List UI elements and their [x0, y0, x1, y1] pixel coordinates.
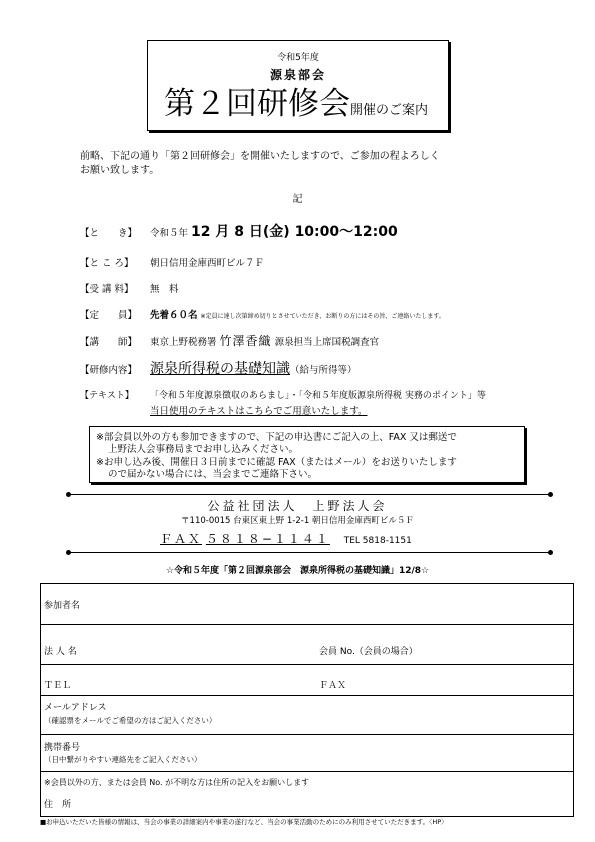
email-label: メールアドレス [44, 703, 107, 713]
detail-fee [80, 281, 179, 295]
page-title [164, 85, 428, 130]
address-label: 住 所 [44, 800, 72, 810]
content-label: 【研修内容】 [80, 365, 138, 376]
capacity-label: 【定 員】 [80, 310, 138, 321]
member-no-label: 会員 No.（会員の場合） [319, 647, 418, 657]
participant-label: 参加者名 [44, 601, 81, 611]
application-form [40, 583, 574, 817]
text-label: 【テキスト】 [80, 391, 134, 401]
lecturer-name: 竹澤香織 [219, 334, 272, 348]
detail-content [80, 358, 357, 378]
text-value: 「令和５年度源泉徴収のあらまし」・「令和５年度版源泉所得税 実務のポイント」等 [150, 391, 486, 401]
intro-line-1: 前略、下記の通り「第２回研修会」を開催いたしますので、ご参加の程よろしく [80, 151, 440, 162]
fax-label: ＦＡＸ [160, 532, 203, 546]
content-main: 源泉所得税の基礎知識 [150, 361, 290, 377]
text-note: 当日使用のテキストはこちらでご用意いたします。 [150, 406, 368, 417]
title-suffix: 開催のご案内 [350, 103, 429, 118]
form-divider-4 [41, 734, 573, 735]
fax-field-label: ＦＡＸ [319, 681, 347, 691]
content-sub: （給与所得等） [290, 365, 357, 376]
detail-capacity [80, 307, 445, 321]
email-note: （確認票をメールでご希望の方はご記入ください） [44, 716, 217, 725]
place-label: 【と こ ろ】 [80, 258, 134, 269]
title-era: 令和5年度 [277, 53, 319, 63]
notice-box [89, 426, 525, 483]
mobile-label: 携帯番号 [44, 743, 81, 753]
separator-dot-right-2 [548, 550, 553, 555]
date-value: 12 月 8 日(金) 10:00〜12:00 [191, 224, 398, 240]
date-label: 【と き】 [80, 228, 138, 239]
title-main: 第２回研修会 [164, 86, 350, 122]
intro-text [80, 150, 440, 178]
address-note: ※会員以外の方、または会員 No. が不明な方は住所の記入をお願いします [44, 778, 310, 787]
detail-lecturer [80, 332, 379, 349]
capacity-value: 先着６０名 [150, 310, 198, 321]
place-value: 朝日信用金庫西町ビル７Ｆ [150, 258, 265, 269]
form-divider-3 [41, 695, 573, 696]
association-name: 公益社団法人 上野法人会 [207, 499, 388, 513]
date-prefix: 令和５年 [150, 228, 189, 239]
association-address: 〒110-0015 台東区東上野 1-2-1 朝日信用金庫西町ビル５Ｆ [181, 516, 414, 526]
fee-value: 無 料 [150, 284, 179, 295]
corp-name-label: 法 人 名 [44, 647, 77, 657]
separator-dot-left-2 [66, 550, 71, 555]
separator-top [69, 494, 551, 495]
privacy-footer: ■お申込いただいた皆様の情報は、当会の事業の詳細案内や事業の遂行など、当会の事業活動のためにのみ利用させていただきます。〈HP〉 [40, 818, 448, 826]
separator-bottom [69, 552, 551, 553]
mobile-note: （日中繋がりやすい連絡先をご記入ください） [44, 755, 202, 764]
form-heading: ☆令和５年度「第２回源泉部会 源泉所得税の基礎知識」12/8☆ [165, 566, 430, 576]
form-divider-2 [41, 664, 573, 665]
title-org: 源泉部会 [269, 68, 326, 82]
fax-number: ５８１８−１１４１ [205, 532, 330, 546]
notice-line-4: ので届かない場合には、当会までご連絡下さい。 [108, 469, 318, 480]
form-divider-5 [41, 771, 573, 772]
form-divider-1 [41, 624, 573, 625]
detail-text [80, 388, 486, 401]
fee-label: 【受 講 料】 [80, 284, 134, 295]
lecturer-role: 源泉担当上席国税調査官 [274, 337, 380, 348]
tel-number: TEL 5818-1151 [343, 536, 412, 546]
notice-line-3: ※お申し込み後、開催日３日前までに確認 FAX（またはメール）をお送りいたします [96, 457, 457, 468]
intro-line-2: お願い致します。 [80, 165, 160, 176]
title-box [147, 40, 449, 131]
lecturer-org: 東京上野税務署 [150, 337, 217, 348]
detail-date [80, 221, 398, 241]
tel-label: ＴＥＬ [44, 681, 72, 691]
detail-place [80, 255, 264, 269]
notice-line-1: ※部会員以外の方も参加できますので、下記の申込書にご記入の上、FAX 又は郵送で [96, 432, 457, 443]
ki-heading: 記 [292, 194, 303, 205]
notice-line-2: 上野法人会事務局までお申し込みください。 [108, 444, 299, 455]
association-contact [160, 530, 412, 547]
capacity-note: ※定員に達し次第締め切りとさせていただき、お断りの方にはその旨、ご連絡いたします。 [200, 313, 445, 320]
lecturer-label: 【講 師】 [80, 337, 138, 348]
